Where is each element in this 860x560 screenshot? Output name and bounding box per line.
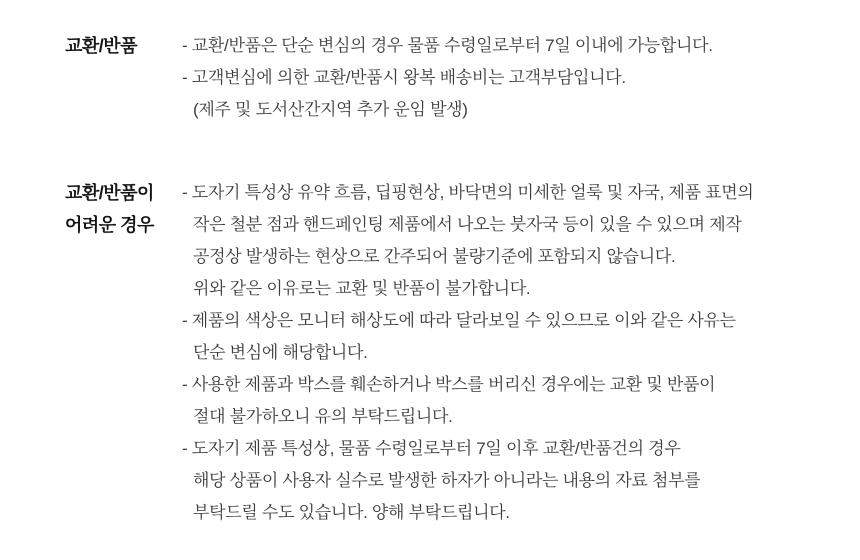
policy-line: 위와 같은 이유로는 교환 및 반품이 불가합니다.: [193, 279, 531, 298]
policy-line: 절대 불가하오니 유의 부탁드립니다.: [193, 407, 453, 426]
policy-line: - 사용한 제품과 박스를 훼손하거나 박스를 버리신 경우에는 교환 및 반품이: [182, 375, 716, 394]
section-difficult-cases: [65, 177, 860, 529]
section-label-line: 어려운 경우: [65, 215, 154, 235]
section-label-line: 교환/반품이: [65, 183, 154, 203]
section-exchange-return: [65, 30, 860, 126]
policy-line: - 제품의 색상은 모니터 해상도에 따라 달라보일 수 있으므로 이와 같은 사유는: [182, 311, 736, 330]
policy-line: 단순 변심에 해당합니다.: [193, 343, 368, 362]
section-label-line: 교환/반품: [65, 36, 138, 56]
section-exchange-return-content: [182, 30, 713, 126]
policy-line: - 고객변심에 의한 교환/반품시 왕복 배송비는 고객부담입니다.: [182, 68, 626, 87]
policy-line: 부탁드릴 수도 있습니다. 양해 부탁드립니다.: [193, 503, 510, 522]
policy-line: 공정상 발생하는 현상으로 간주되어 불량기준에 포함되지 않습니다.: [193, 247, 676, 266]
section-difficult-cases-label: [65, 177, 182, 241]
policy-line: 작은 철분 점과 핸드페인팅 제품에서 나오는 붓자국 등이 있을 수 있으며 제작: [193, 215, 742, 234]
policy-line: - 도자기 특성상 유약 흐름, 딥핑현상, 바닥면의 미세한 얼룩 및 자국, 제품 표면의: [182, 183, 754, 202]
policy-line: (제주 및 도서산간지역 추가 운임 발생): [193, 100, 468, 119]
policy-line: - 교환/반품은 단순 변심의 경우 물품 수령일로부터 7일 이내에 가능합니다.: [182, 36, 713, 55]
policy-line: - 도자기 제품 특성상, 물품 수령일로부터 7일 이후 교환/반품건의 경우: [182, 439, 681, 458]
policy-line: 해당 상품이 사용자 실수로 발생한 하자가 아니라는 내용의 자료 첨부를: [193, 471, 701, 490]
section-difficult-cases-content: [182, 177, 754, 529]
section-exchange-return-label: [65, 30, 182, 62]
